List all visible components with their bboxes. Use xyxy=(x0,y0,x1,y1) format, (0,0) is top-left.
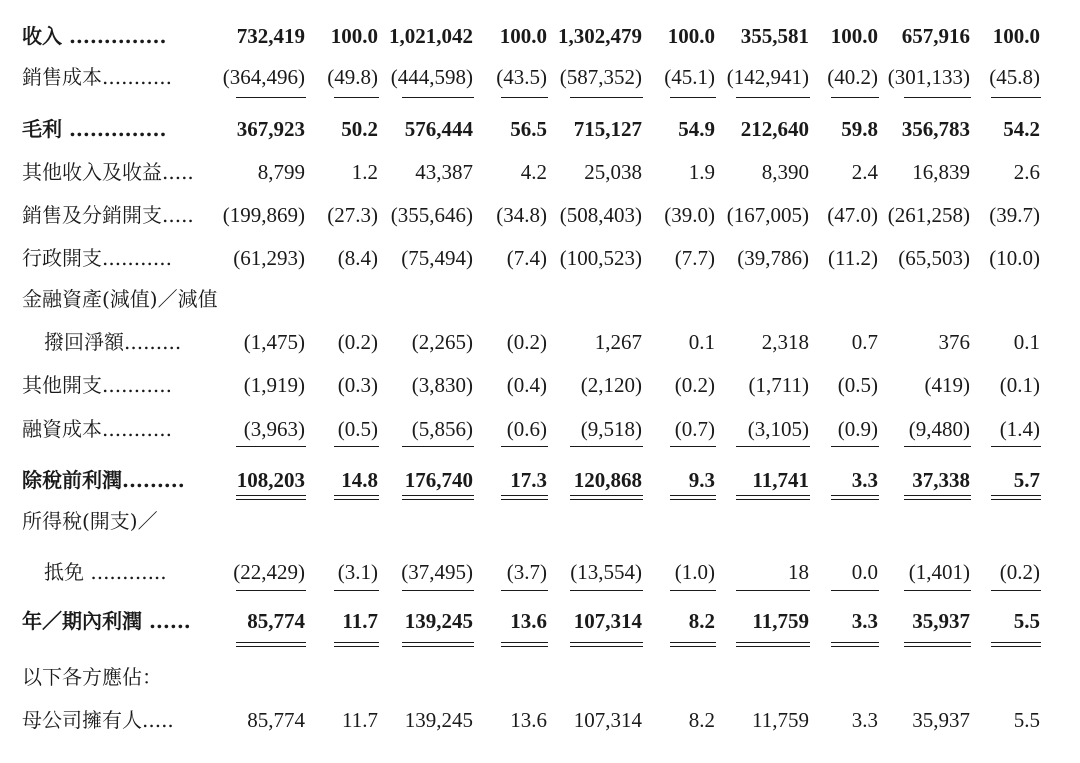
subtotal-rule xyxy=(991,97,1041,98)
amount-cell: (419) xyxy=(924,373,970,397)
subtotal-rule xyxy=(334,446,379,447)
amount-cell: (13,554) xyxy=(570,560,642,584)
total-double-rule xyxy=(904,495,971,500)
percent-cell: 100.0 xyxy=(499,24,547,48)
percent-cell: (0.7) xyxy=(674,417,715,441)
percent-cell: 3.3 xyxy=(851,609,878,633)
amount-cell: (9,480) xyxy=(908,417,970,441)
percent-cell: (45.8) xyxy=(989,65,1040,89)
amount-cell: 107,314 xyxy=(573,609,642,633)
amount-cell: 212,640 xyxy=(740,117,809,141)
amount-cell: (65,503) xyxy=(898,246,970,270)
row-label: 撥回淨額......... xyxy=(44,330,182,354)
subtotal-rule xyxy=(670,446,716,447)
amount-cell: 120,868 xyxy=(573,468,642,492)
total-double-rule xyxy=(236,495,306,500)
percent-cell: 100.0 xyxy=(330,24,378,48)
percent-cell: 59.8 xyxy=(841,117,878,141)
percent-cell: 0.0 xyxy=(851,560,878,584)
total-double-rule xyxy=(501,495,548,500)
percent-cell: 100.0 xyxy=(667,24,715,48)
percent-cell: (0.2) xyxy=(506,330,547,354)
amount-cell: 35,937 xyxy=(912,609,970,633)
total-double-rule xyxy=(670,642,716,647)
amount-cell: 376 xyxy=(938,330,970,354)
amount-cell: (37,495) xyxy=(401,560,473,584)
row-label: 抵免 ............ xyxy=(44,560,167,584)
amount-cell: 657,916 xyxy=(901,24,970,48)
percent-cell: 100.0 xyxy=(992,24,1040,48)
amount-cell: 18 xyxy=(788,560,809,584)
table-row xyxy=(0,365,1080,405)
subtotal-rule xyxy=(736,590,810,591)
subtotal-rule xyxy=(904,446,971,447)
total-double-rule xyxy=(570,495,643,500)
percent-cell: (0.1) xyxy=(999,373,1040,397)
total-double-rule xyxy=(736,495,810,500)
subtotal-rule xyxy=(570,97,643,98)
percent-cell: 5.7 xyxy=(1013,468,1040,492)
amount-cell: 85,774 xyxy=(247,609,305,633)
total-double-rule xyxy=(334,495,379,500)
percent-cell: 54.2 xyxy=(1003,117,1040,141)
amount-cell: (2,120) xyxy=(580,373,642,397)
amount-cell: (301,133) xyxy=(887,65,970,89)
subtotal-rule xyxy=(670,590,716,591)
amount-cell: 1,021,042 xyxy=(389,24,473,48)
row-label: 其他開支........... xyxy=(22,373,172,397)
amount-cell: (199,869) xyxy=(222,203,305,227)
amount-cell: (22,429) xyxy=(233,560,305,584)
amount-cell: (61,293) xyxy=(233,246,305,270)
amount-cell: (587,352) xyxy=(559,65,642,89)
percent-cell: (3.1) xyxy=(337,560,378,584)
amount-cell: (100,523) xyxy=(559,246,642,270)
amount-cell: 356,783 xyxy=(901,117,970,141)
percent-cell: 9.3 xyxy=(688,468,715,492)
amount-cell: 11,759 xyxy=(752,609,809,633)
subtotal-rule xyxy=(236,97,306,98)
total-double-rule xyxy=(831,642,879,647)
amount-cell: (142,941) xyxy=(726,65,809,89)
subtotal-rule xyxy=(831,590,879,591)
percent-cell: (7.7) xyxy=(674,246,715,270)
amount-cell: (1,475) xyxy=(243,330,305,354)
table-row xyxy=(0,322,1080,362)
subtotal-rule xyxy=(570,446,643,447)
percent-cell: 50.2 xyxy=(341,117,378,141)
percent-cell: 13.6 xyxy=(510,708,547,732)
total-double-rule xyxy=(402,495,474,500)
row-label: 融資成本........... xyxy=(22,417,172,441)
amount-cell: (3,105) xyxy=(747,417,809,441)
amount-cell: 732,419 xyxy=(236,24,305,48)
amount-cell: (2,265) xyxy=(411,330,473,354)
total-double-rule xyxy=(831,495,879,500)
row-label: 除稅前利潤......... xyxy=(22,468,185,492)
row-label: 其他收入及收益..... xyxy=(22,160,194,184)
table-row xyxy=(0,460,1080,500)
percent-cell: 2.6 xyxy=(1013,160,1040,184)
amount-cell: (39,786) xyxy=(737,246,809,270)
total-double-rule xyxy=(570,642,643,647)
amount-cell: 11,759 xyxy=(752,708,809,732)
subtotal-rule xyxy=(402,446,474,447)
subtotal-rule xyxy=(501,590,548,591)
percent-cell: 4.2 xyxy=(520,160,547,184)
subtotal-rule xyxy=(501,97,548,98)
percent-cell: (43.5) xyxy=(496,65,547,89)
amount-cell: (364,496) xyxy=(222,65,305,89)
amount-cell: (3,830) xyxy=(411,373,473,397)
table-row xyxy=(0,279,1080,319)
amount-cell: (1,711) xyxy=(748,373,809,397)
percent-cell: 13.6 xyxy=(510,609,547,633)
percent-cell: (0.5) xyxy=(837,373,878,397)
percent-cell: (0.2) xyxy=(674,373,715,397)
percent-cell: 1.2 xyxy=(351,160,378,184)
subtotal-rule xyxy=(991,590,1041,591)
subtotal-rule xyxy=(670,97,716,98)
amount-cell: (508,403) xyxy=(559,203,642,227)
row-label: 年／期內利潤 ...... xyxy=(22,609,191,633)
amount-cell: 139,245 xyxy=(404,708,473,732)
row-label: 金融資產(減值)／減值 xyxy=(22,287,218,311)
amount-cell: (167,005) xyxy=(726,203,809,227)
percent-cell: 56.5 xyxy=(510,117,547,141)
total-double-rule xyxy=(736,642,810,647)
row-label: 毛利 .............. xyxy=(22,117,167,141)
percent-cell: 0.7 xyxy=(851,330,878,354)
percent-cell: (0.9) xyxy=(837,417,878,441)
row-label: 以下各方應佔： xyxy=(22,665,162,689)
table-row xyxy=(0,700,1080,740)
amount-cell: 37,338 xyxy=(912,468,970,492)
table-row xyxy=(0,16,1080,56)
percent-cell: (0.5) xyxy=(337,417,378,441)
percent-cell: 2.4 xyxy=(851,160,878,184)
amount-cell: (1,919) xyxy=(243,373,305,397)
percent-cell: (7.4) xyxy=(506,246,547,270)
amount-cell: (261,258) xyxy=(887,203,970,227)
percent-cell: (0.4) xyxy=(506,373,547,397)
amount-cell: (1,401) xyxy=(908,560,970,584)
percent-cell: (45.1) xyxy=(664,65,715,89)
amount-cell: 16,839 xyxy=(912,160,970,184)
row-label: 銷售成本........... xyxy=(22,65,172,89)
subtotal-rule xyxy=(570,590,643,591)
percent-cell: 54.9 xyxy=(678,117,715,141)
percent-cell: 5.5 xyxy=(1013,609,1040,633)
amount-cell: 8,390 xyxy=(761,160,809,184)
percent-cell: (0.2) xyxy=(337,330,378,354)
percent-cell: 1.9 xyxy=(688,160,715,184)
amount-cell: (9,518) xyxy=(580,417,642,441)
amount-cell: 576,444 xyxy=(404,117,473,141)
percent-cell: (10.0) xyxy=(989,246,1040,270)
subtotal-rule xyxy=(334,97,379,98)
amount-cell: 25,038 xyxy=(584,160,642,184)
subtotal-rule xyxy=(236,446,306,447)
subtotal-rule xyxy=(831,446,879,447)
amount-cell: 35,937 xyxy=(912,708,970,732)
total-double-rule xyxy=(991,642,1041,647)
amount-cell: 108,203 xyxy=(236,468,305,492)
percent-cell: 3.3 xyxy=(851,708,878,732)
percent-cell: (1.0) xyxy=(674,560,715,584)
percent-cell: 17.3 xyxy=(510,468,547,492)
row-label: 銷售及分銷開支..... xyxy=(22,203,194,227)
total-double-rule xyxy=(501,642,548,647)
table-row xyxy=(0,57,1080,97)
amount-cell: 85,774 xyxy=(247,708,305,732)
table-row xyxy=(0,195,1080,235)
amount-cell: 367,923 xyxy=(236,117,305,141)
amount-cell: 139,245 xyxy=(404,609,473,633)
subtotal-rule xyxy=(402,97,474,98)
amount-cell: (75,494) xyxy=(401,246,473,270)
total-double-rule xyxy=(236,642,306,647)
percent-cell: (1.4) xyxy=(999,417,1040,441)
row-label: 收入 .............. xyxy=(22,24,167,48)
percent-cell: (0.2) xyxy=(999,560,1040,584)
table-row xyxy=(0,409,1080,449)
subtotal-rule xyxy=(904,97,971,98)
amount-cell: (3,963) xyxy=(243,417,305,441)
table-row xyxy=(0,152,1080,192)
percent-cell: 14.8 xyxy=(341,468,378,492)
percent-cell: 0.1 xyxy=(688,330,715,354)
row-label: 行政開支........... xyxy=(22,246,172,270)
row-label: 所得稅(開支)／ xyxy=(22,509,158,533)
percent-cell: 8.2 xyxy=(688,609,715,633)
amount-cell: 1,267 xyxy=(594,330,642,354)
amount-cell: 1,302,479 xyxy=(558,24,642,48)
amount-cell: 2,318 xyxy=(761,330,809,354)
percent-cell: 8.2 xyxy=(688,708,715,732)
percent-cell: 3.3 xyxy=(851,468,878,492)
subtotal-rule xyxy=(236,590,306,591)
percent-cell: (3.7) xyxy=(506,560,547,584)
percent-cell: (8.4) xyxy=(337,246,378,270)
amount-cell: (5,856) xyxy=(411,417,473,441)
percent-cell: 11.7 xyxy=(342,708,378,732)
row-label: 母公司擁有人..... xyxy=(22,708,174,732)
amount-cell: 8,799 xyxy=(257,160,305,184)
amount-cell: (355,646) xyxy=(390,203,473,227)
percent-cell: (27.3) xyxy=(327,203,378,227)
subtotal-rule xyxy=(991,446,1041,447)
total-double-rule xyxy=(904,642,971,647)
table-row xyxy=(0,552,1080,592)
amount-cell: (444,598) xyxy=(390,65,473,89)
table-row xyxy=(0,238,1080,278)
percent-cell: (34.8) xyxy=(496,203,547,227)
table-row xyxy=(0,501,1080,541)
percent-cell: (47.0) xyxy=(827,203,878,227)
percent-cell: (49.8) xyxy=(327,65,378,89)
amount-cell: 176,740 xyxy=(404,468,473,492)
subtotal-rule xyxy=(831,97,879,98)
amount-cell: 355,581 xyxy=(740,24,809,48)
percent-cell: (40.2) xyxy=(827,65,878,89)
total-double-rule xyxy=(670,495,716,500)
percent-cell: 11.7 xyxy=(342,609,378,633)
percent-cell: (39.0) xyxy=(664,203,715,227)
percent-cell: 5.5 xyxy=(1013,708,1040,732)
table-row xyxy=(0,657,1080,697)
table-row xyxy=(0,109,1080,149)
total-double-rule xyxy=(402,642,474,647)
percent-cell: (39.7) xyxy=(989,203,1040,227)
percent-cell: (0.6) xyxy=(506,417,547,441)
amount-cell: 715,127 xyxy=(573,117,642,141)
subtotal-rule xyxy=(334,590,379,591)
subtotal-rule xyxy=(402,590,474,591)
percent-cell: (11.2) xyxy=(828,246,878,270)
subtotal-rule xyxy=(736,446,810,447)
subtotal-rule xyxy=(904,590,971,591)
subtotal-rule xyxy=(501,446,548,447)
percent-cell: 0.1 xyxy=(1013,330,1040,354)
table-row xyxy=(0,601,1080,641)
percent-cell: 100.0 xyxy=(830,24,878,48)
total-double-rule xyxy=(334,642,379,647)
percent-cell: (0.3) xyxy=(337,373,378,397)
amount-cell: 43,387 xyxy=(415,160,473,184)
amount-cell: 107,314 xyxy=(573,708,642,732)
subtotal-rule xyxy=(736,97,810,98)
total-double-rule xyxy=(991,495,1041,500)
amount-cell: 11,741 xyxy=(752,468,809,492)
